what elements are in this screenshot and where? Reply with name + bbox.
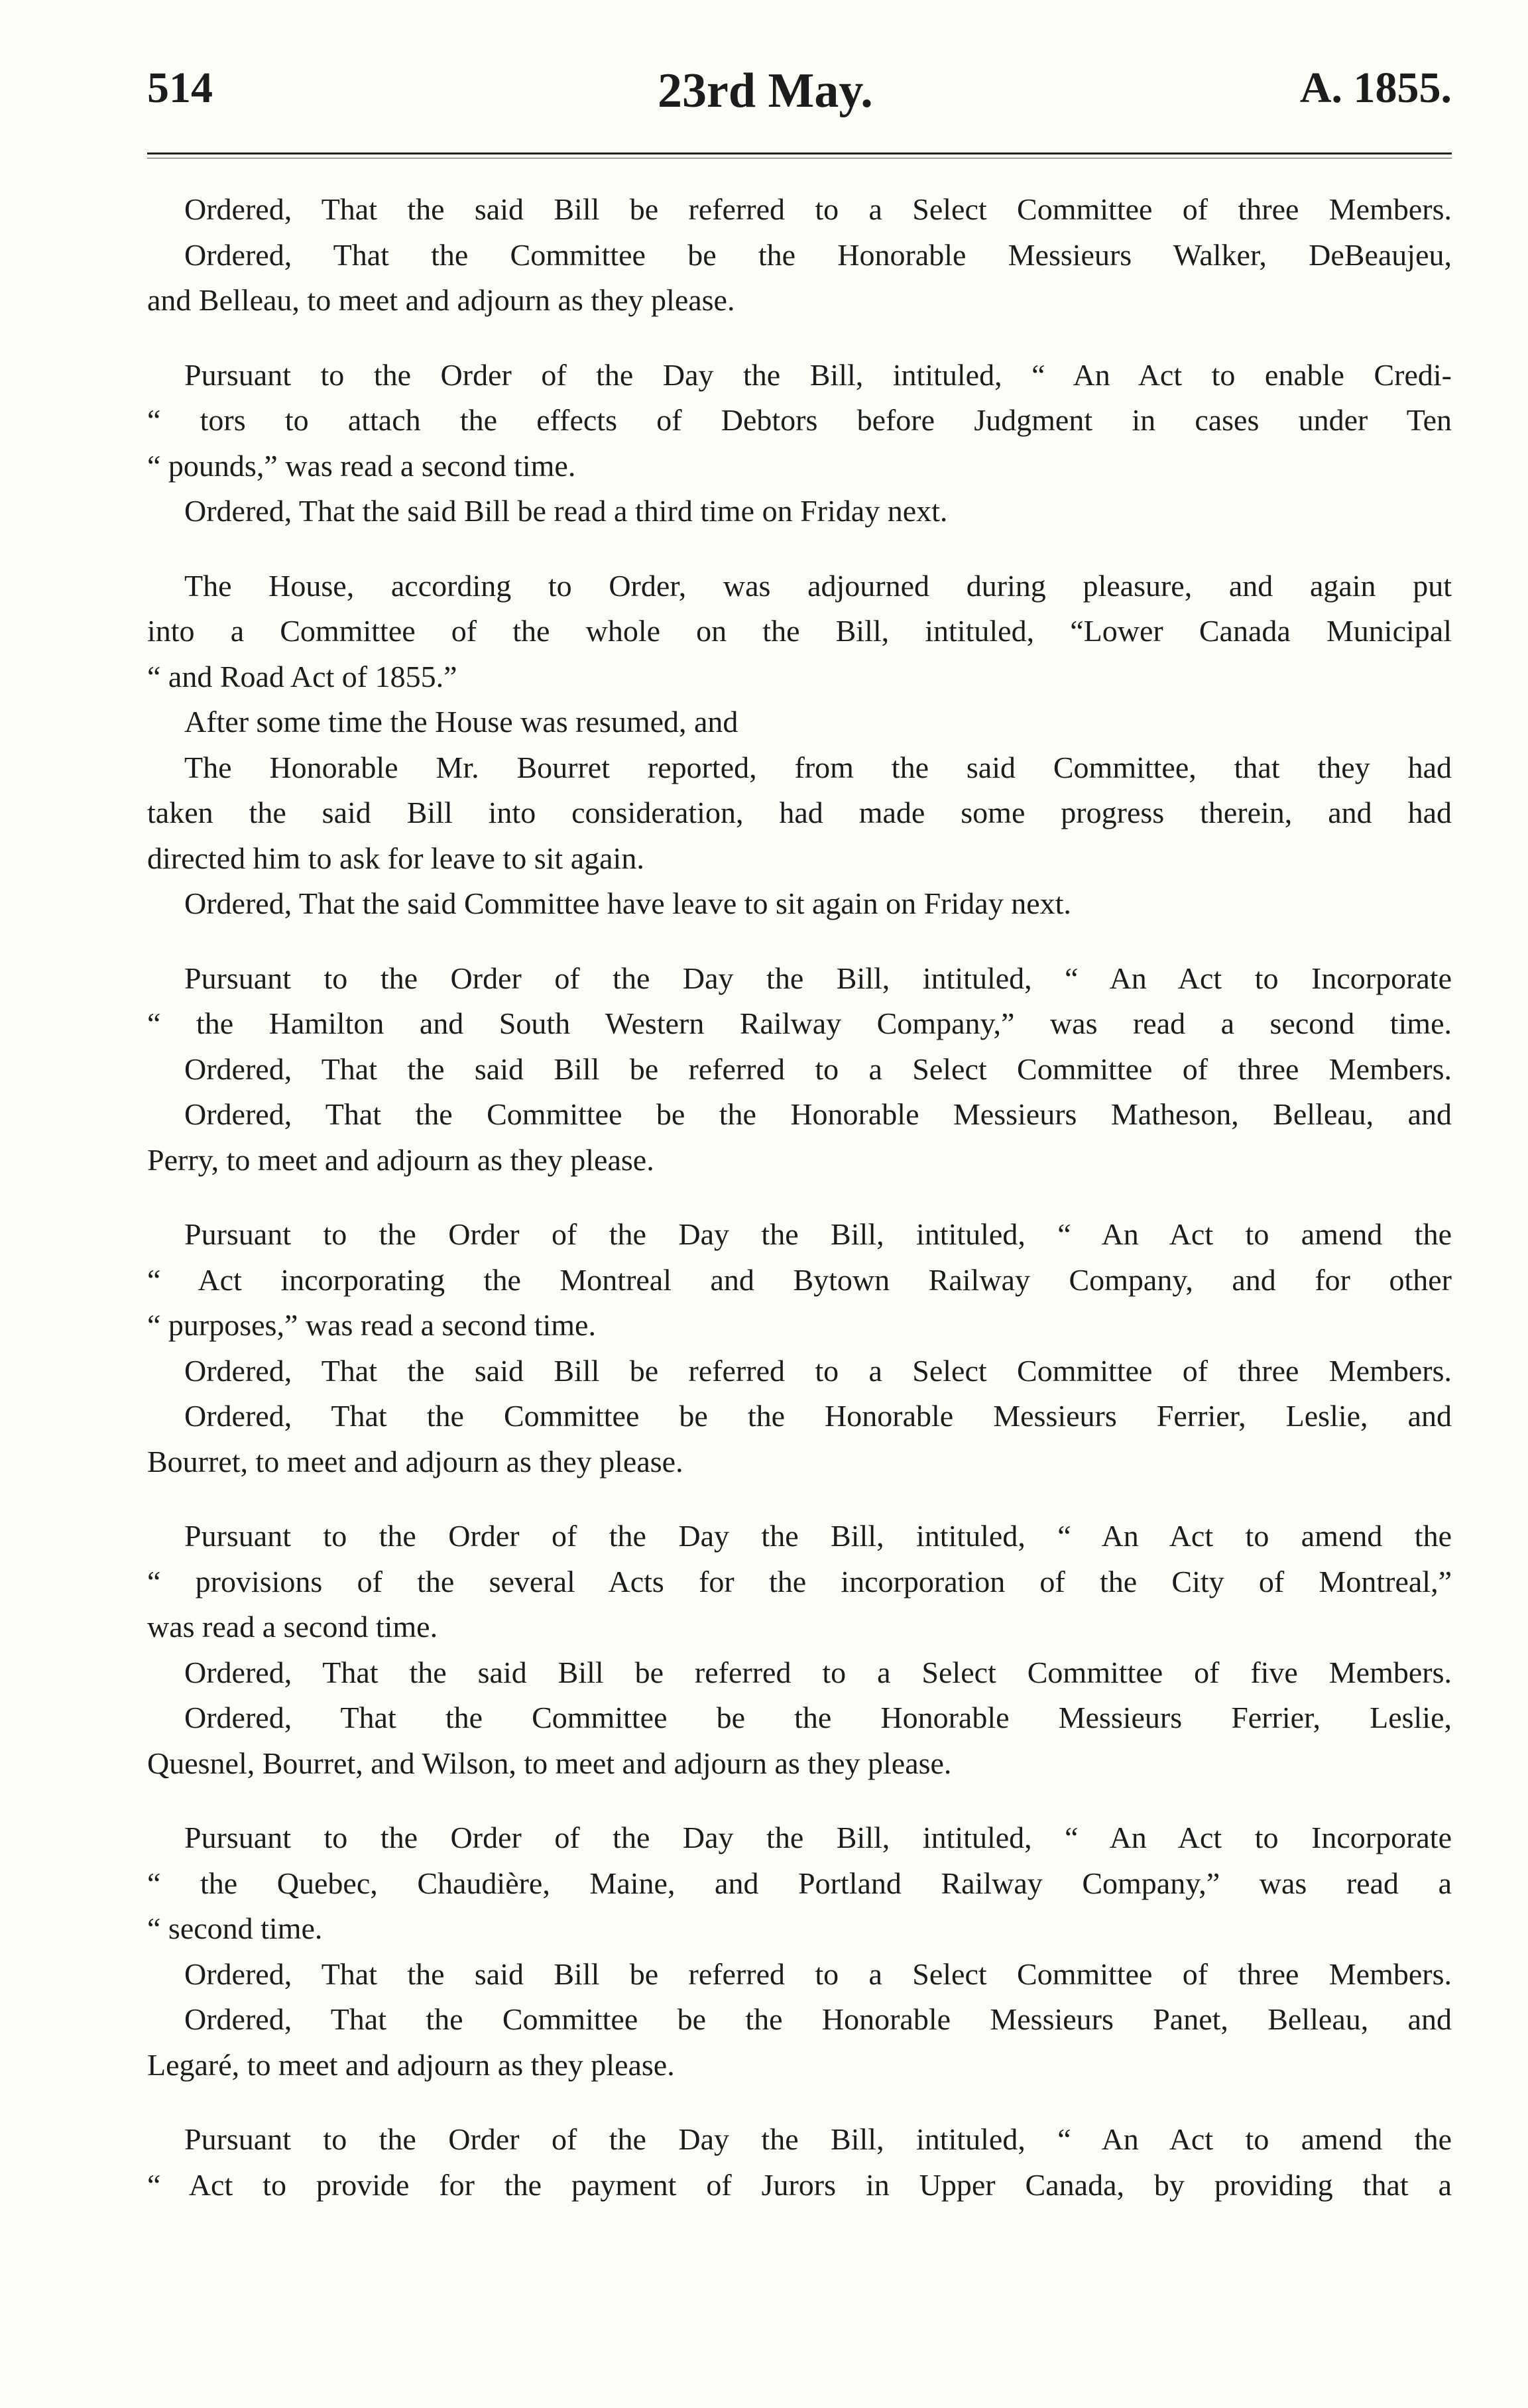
text-line: “ purposes,” was read a second time. bbox=[147, 1308, 596, 1342]
text-line: Legaré, to meet and adjourn as they please. bbox=[147, 2047, 675, 2082]
text-line: and Belleau, to meet and adjourn as they please. bbox=[147, 283, 735, 317]
entry-montreal-bytown-railway bbox=[147, 1212, 1452, 1484]
text-line: Ordered, That the Committee be the Honorable Messieurs Ferrier, Leslie, and bbox=[184, 1399, 1452, 1433]
text-line: Quesnel, Bourret, and Wilson, to meet and adjourn as they please. bbox=[147, 1746, 952, 1780]
text-line: Pursuant to the Order of the Day the Bill, intituled, “ An Act to Incorporate bbox=[184, 1821, 1452, 1854]
text-line: Ordered, That the said Bill be referred to a Select Committee of three Members. bbox=[184, 1353, 1452, 1388]
text-line: directed him to ask for leave to sit again. bbox=[147, 841, 644, 875]
text-line: Pursuant to the Order of the Day the Bill, intituled, “ An Act to amend the bbox=[184, 1217, 1452, 1251]
text-line: Ordered, That the said Bill be referred to a Select Committee of three Members. bbox=[184, 1052, 1452, 1086]
text-line: into a Committee of the whole on the Bill, intituled, “Lower Canada Municipal bbox=[147, 614, 1452, 648]
entry-hamilton-railway bbox=[147, 956, 1452, 1183]
text-line: Ordered, That the said Bill be referred to a Select Committee of three Members. bbox=[184, 192, 1452, 226]
text-line: “ pounds,” was read a second time. bbox=[147, 448, 576, 483]
text-line: “ Act to provide for the payment of Jurors in Upper Canada, by providing that a bbox=[147, 2167, 1452, 2202]
page-header bbox=[147, 40, 1452, 119]
text-line: After some time the House was resumed, and bbox=[184, 705, 738, 739]
text-line: Ordered, That the Committee be the Honorable Messieurs Walker, DeBeaujeu, bbox=[184, 237, 1452, 272]
header-year: A. 1855. bbox=[1299, 64, 1452, 112]
text-line: Ordered, That the said Bill be referred to a Select Committee of five Members. bbox=[184, 1655, 1452, 1689]
text-line: was read a second time. bbox=[147, 1610, 438, 1644]
text-line: Ordered, That the said Bill be read a third time on Friday next. bbox=[184, 494, 948, 528]
text-line: Ordered, That the said Committee have leave to sit again on Friday next. bbox=[184, 886, 1071, 920]
text-line: Ordered, That the Committee be the Honorable Messieurs Ferrier, Leslie, bbox=[184, 1701, 1452, 1734]
header-date: 23rd May. bbox=[658, 64, 873, 118]
entry-creditors-bill bbox=[147, 353, 1452, 534]
document-page bbox=[147, 40, 1452, 2202]
text-line: Pursuant to the Order of the Day the Bill, intituled, “ An Act to amend the bbox=[184, 1519, 1452, 1553]
entry-jurors-act bbox=[147, 2117, 1452, 2208]
text-line: Pursuant to the Order of the Day the Bill, intituled, “ An Act to enable Credi- bbox=[184, 357, 1452, 392]
text-line: taken the said Bill into consideration, had made some progress therein, and had bbox=[147, 796, 1452, 829]
journal-text bbox=[147, 187, 1452, 2237]
text-line: The House, according to Order, was adjourned during pleasure, and again put bbox=[184, 568, 1452, 603]
text-line: “ Act incorporating the Montreal and Bytown Railway Company, and for other bbox=[147, 1262, 1452, 1297]
text-line: Ordered, That the Committee be the Honorable Messieurs Matheson, Belleau, and bbox=[184, 1097, 1452, 1131]
text-line: “ the Hamilton and South Western Railway Company,” was read a second time. bbox=[147, 1006, 1452, 1040]
text-line: “ tors to attach the effects of Debtors before Judgment in cases under Ten bbox=[147, 403, 1452, 437]
entry-municipal-road-act bbox=[147, 564, 1452, 927]
entry-quebec-portland-railway bbox=[147, 1815, 1452, 2088]
entry-select-committee-walker bbox=[147, 187, 1452, 324]
text-line: “ second time. bbox=[147, 1911, 323, 1945]
text-line: Pursuant to the Order of the Day the Bill, intituled, “ An Act to amend the bbox=[184, 2122, 1452, 2156]
text-line: Bourret, to meet and adjourn as they please. bbox=[147, 1444, 683, 1478]
header-rule bbox=[147, 152, 1452, 154]
text-line: Ordered, That the said Bill be referred to a Select Committee of three Members. bbox=[184, 1957, 1452, 1991]
page-number: 514 bbox=[147, 64, 213, 112]
text-line: “ the Quebec, Chaudière, Maine, and Portland Railway Company,” was read a bbox=[147, 1866, 1452, 1900]
text-line: Ordered, That the Committee be the Honorable Messieurs Panet, Belleau, and bbox=[184, 2002, 1452, 2036]
text-line: Perry, to meet and adjourn as they please. bbox=[147, 1142, 654, 1177]
text-line: “ and Road Act of 1855.” bbox=[147, 659, 457, 693]
text-line: Pursuant to the Order of the Day the Bill, intituled, “ An Act to Incorporate bbox=[184, 961, 1452, 995]
entry-city-of-montreal bbox=[147, 1514, 1452, 1786]
text-line: The Honorable Mr. Bourret reported, from the said Committee, that they had bbox=[184, 750, 1452, 784]
text-line: “ provisions of the several Acts for the incorporation of the City of Montreal,” bbox=[147, 1564, 1452, 1598]
